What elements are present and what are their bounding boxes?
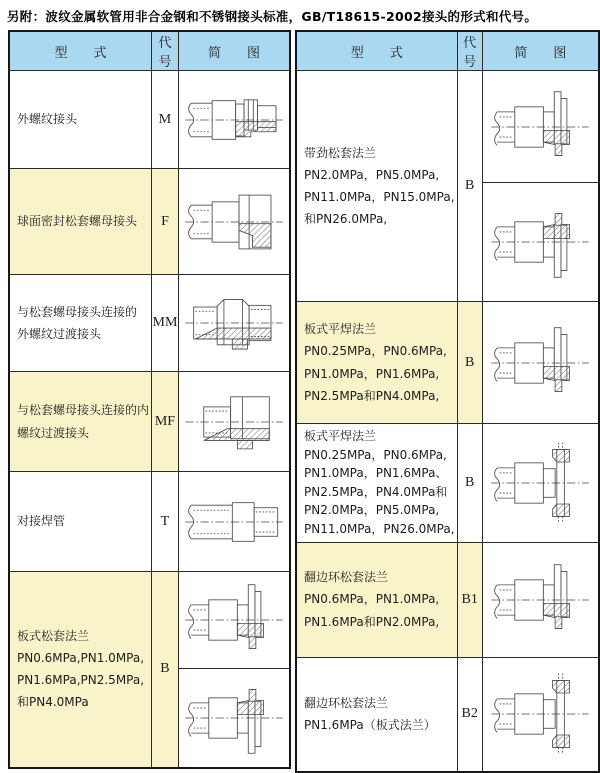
plate-flat-weld-flange-high-pressure-diagram [483,441,598,525]
type-line: 板式平焊法兰 [304,322,377,337]
table-row [9,169,290,275]
diagram-cell [178,472,290,572]
type-line: 和PN4.0MPa [17,695,89,710]
female-thread-adapter-diagram [179,380,289,464]
type-line: 螺纹过渡接头 [17,425,90,440]
table-header-row [296,31,599,71]
page-title: 另附：波纹金属软管用非合金钢和不锈钢接头标准，GB/T18615-2002接头的形式和代号。 [7,9,538,24]
necked-loose-flange-bottom-diagram [483,200,598,284]
type-line: 带劲松套法兰 [304,145,377,160]
type-line: PN0.25MPa，PN0.6MPa, [304,344,447,359]
code-cell: B1 [457,542,482,657]
type-line: 对接焊管 [17,514,66,529]
code-cell: B [457,302,482,424]
type-line: 板式平焊法兰 [304,429,377,443]
fitting-table-right [295,30,600,773]
code-cell: F [152,169,179,275]
type-line: 翻边环松套法兰 [304,696,389,711]
diagram-cell [482,71,599,183]
table-row [9,572,290,669]
spherical-seal-loose-nut-joint-diagram [179,180,289,264]
flanged-ring-loose-flange-diagram [483,558,598,642]
diagram-cell [178,669,290,768]
diagram-cell [482,542,599,657]
code-cell: M [152,71,179,169]
fitting-tables [8,30,600,773]
type-line: PN0.6MPa,PN1.0MPa, [17,651,145,666]
type-cell [296,657,457,772]
diagram-cell [482,424,599,543]
type-line: 与松套螺母接头连接的内 [17,403,150,418]
type-cell [9,169,152,275]
diagram-cell [178,372,290,472]
diagram-cell [178,275,290,372]
type-line: 球面密封松套螺母接头 [17,214,138,229]
type-cell [296,302,457,424]
diagram-cell [482,302,599,424]
code-cell: B [457,424,482,543]
type-cell [296,71,457,302]
necked-loose-flange-top-diagram [483,85,598,169]
type-line: 翻边环松套法兰 [304,570,389,585]
type-line: PN0.6MPa，PN1.0MPa, [304,592,440,607]
code-cell: B [457,71,482,302]
type-line: PN11.0MPa，PN15.0MPa, [304,190,455,204]
type-cell [9,572,152,768]
type-line: 外螺纹过渡接头 [17,327,102,341]
type-line: PN1.0MPa，PN1.6MPa、 [304,466,448,481]
type-line: PN2.5MPa和PN4.0MPa, [304,388,440,403]
type-line: PN1.6MPa（板式法兰） [304,718,436,733]
diagram-cell [178,169,290,275]
plate-loose-flange-bottom-diagram [179,676,289,760]
plate-loose-flange-top-diagram [179,578,289,662]
code-cell: T [152,472,179,572]
diagram-cell [482,183,599,302]
table-row [9,472,290,572]
male-threaded-joint-diagram [179,78,289,162]
type-cell [9,71,152,169]
header-diagram: 简 图 [178,31,290,71]
type-line: 板式松套法兰 [17,628,90,643]
table-row [296,657,599,772]
flanged-ring-loose-plate-flange-diagram [483,672,598,756]
type-line: PN2.5MPa，PN4.0MPa和 [304,484,448,499]
header-type: 型 式 [9,31,152,71]
code-cell: B [152,572,179,768]
header-code: 代号 [457,31,482,71]
diagram-cell [178,71,290,169]
header-diagram: 简 图 [482,31,599,71]
type-line: PN2.0MPa，PN5.0MPa, [304,167,440,182]
fitting-table-left [8,30,291,769]
table-row [296,71,599,183]
type-line: PN1.6MPa和PN2.0MPa, [304,614,440,629]
table-row [296,542,599,657]
type-line: 与松套螺母接头连接的 [17,304,138,319]
type-cell [296,542,457,657]
type-line: 外螺纹接头 [17,112,78,127]
type-line: PN1.6MPa,PN2.5MPa, [17,673,145,688]
plate-flat-weld-flange-diagram [483,321,598,405]
table-row [9,275,290,372]
type-line: PN11.0MPa，PN26.0MPa, [304,521,455,536]
header-type: 型 式 [296,31,457,71]
code-cell: MM [152,275,179,372]
table-row [9,372,290,472]
type-cell [9,472,152,572]
table-row [296,302,599,424]
table-row [9,71,290,169]
type-line: 和PN26.0MPa, [304,212,388,227]
type-cell [9,372,152,472]
header-code: 代号 [152,31,179,71]
butt-weld-pipe-diagram [179,480,289,564]
code-cell: MF [152,372,179,472]
diagram-cell [178,572,290,669]
type-line: PN0.25MPa，PN0.6MPa, [304,447,447,462]
code-cell: B2 [457,657,482,772]
type-line: PN2.0MPa，PN5.0MPa, [304,503,440,518]
table-header-row [9,31,290,71]
type-cell [9,275,152,372]
diagram-cell [482,657,599,772]
male-thread-adapter-diagram [179,281,289,365]
type-cell [296,424,457,543]
table-row [296,424,599,543]
type-line: PN1.0MPa，PN1.6MPa, [304,366,440,381]
